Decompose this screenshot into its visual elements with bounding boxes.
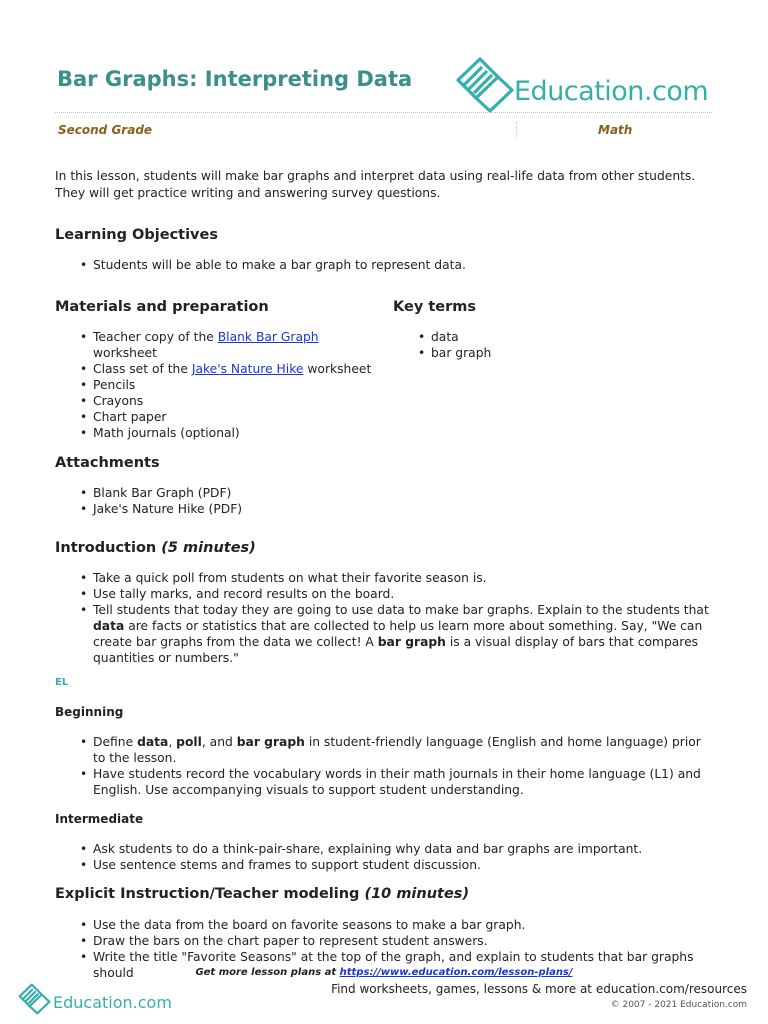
- lesson-plans-link[interactable]: https://www.education.com/lesson-plans/: [339, 967, 573, 978]
- list-item: • Use sentence stems and frames to support student discussion.: [55, 857, 715, 873]
- intermediate-heading: Intermediate: [55, 812, 144, 826]
- key-terms-list: [393, 329, 693, 361]
- education-logo-icon: [454, 56, 514, 114]
- list-item: • Crayons: [55, 393, 375, 409]
- list-item: • Teacher copy of the Blank Bar Graph worksheet: [55, 329, 375, 361]
- list-item: • Students will be able to make a bar graph to represent data.: [55, 257, 715, 273]
- attachments-list: [55, 485, 715, 517]
- beginning-heading: Beginning: [55, 705, 124, 719]
- blank-bar-graph-link[interactable]: Blank Bar Graph: [217, 330, 319, 344]
- education-logo[interactable]: [454, 56, 714, 114]
- list-item: • Use the data from the board on favorite seasons to make a bar graph.: [55, 917, 715, 933]
- attachments-heading: Attachments: [55, 455, 160, 471]
- list-item: • data: [393, 329, 693, 345]
- introduction-list: [55, 570, 715, 666]
- list-item: • Write the title "Favorite Seasons" at the top of the graph, and explain to students that bar graphs should: [55, 949, 715, 981]
- list-item: • bar graph: [393, 345, 693, 361]
- intro-paragraph: In this lesson, students will make bar graphs and interpret data using real-life data from other students. They will get practice writing and answering survey questions.: [55, 169, 696, 200]
- list-item: • Define data, poll, and bar graph in student-friendly language (English and home language) prior to the lesson.: [55, 734, 715, 766]
- list-item[interactable]: • Jake's Nature Hike (PDF): [55, 501, 715, 517]
- footer-resources-text: Find worksheets, games, lessons & more at education.com/resources: [331, 982, 747, 996]
- objectives-heading: Learning Objectives: [55, 227, 218, 243]
- list-item: • Take a quick poll from students on what their favorite season is.: [55, 570, 715, 586]
- objectives-list: [55, 257, 715, 273]
- list-item[interactable]: • Blank Bar Graph (PDF): [55, 485, 715, 501]
- brand-wordmark: Education.com: [514, 76, 709, 107]
- footer-logo[interactable]: [17, 983, 177, 1015]
- list-item: • Use tally marks, and record results on the board.: [55, 586, 715, 602]
- beginning-list: [55, 734, 715, 798]
- key-terms-heading: Key terms: [393, 299, 476, 315]
- education-logo-icon: [17, 983, 51, 1015]
- introduction-heading: Introduction (5 minutes): [55, 540, 256, 556]
- materials-heading: Materials and preparation: [55, 299, 269, 315]
- jakes-nature-hike-link[interactable]: Jake's Nature Hike: [191, 362, 304, 376]
- list-item: • Have students record the vocabulary words in their math journals in their home language (L1) and English. Use accompanying visuals to support student understanding.: [55, 766, 715, 798]
- grade-label: Second Grade: [58, 123, 153, 137]
- footer-brand-wordmark: Education.com: [53, 993, 172, 1012]
- meta-divider: [516, 122, 517, 138]
- page-title: Bar Graphs: Interpreting Data: [57, 67, 413, 91]
- list-item: • Pencils: [55, 377, 375, 393]
- list-item: • Tell students that today they are going to use data to make bar graphs. Explain to the students that data are facts or statistics that are collected to help us learn more about something. Say, "We can create bar graphs from the data we collect! A bar graph is a visual display of bars that compares quantities or numbers.": [55, 602, 715, 666]
- list-item: • Ask students to do a think-pair-share, explaining why data and bar graphs are important.: [55, 841, 715, 857]
- title-divider: [55, 112, 712, 113]
- subject-label: Math: [598, 123, 633, 137]
- list-item: • Math journals (optional): [55, 425, 375, 441]
- el-tag: EL: [55, 677, 69, 688]
- footer-copyright: © 2007 - 2021 Education.com: [610, 1000, 747, 1010]
- intermediate-list: [55, 841, 715, 873]
- list-item: • Chart paper: [55, 409, 375, 425]
- list-item: • Draw the bars on the chart paper to represent student answers.: [55, 933, 715, 949]
- explicit-instruction-heading: Explicit Instruction/Teacher modeling (10 minutes): [55, 886, 470, 902]
- materials-list: [55, 329, 375, 441]
- list-item: • Class set of the Jake's Nature Hike worksheet: [55, 361, 375, 377]
- footer-cta: Get more lesson plans at https://www.education.com/lesson-plans/: [195, 967, 573, 978]
